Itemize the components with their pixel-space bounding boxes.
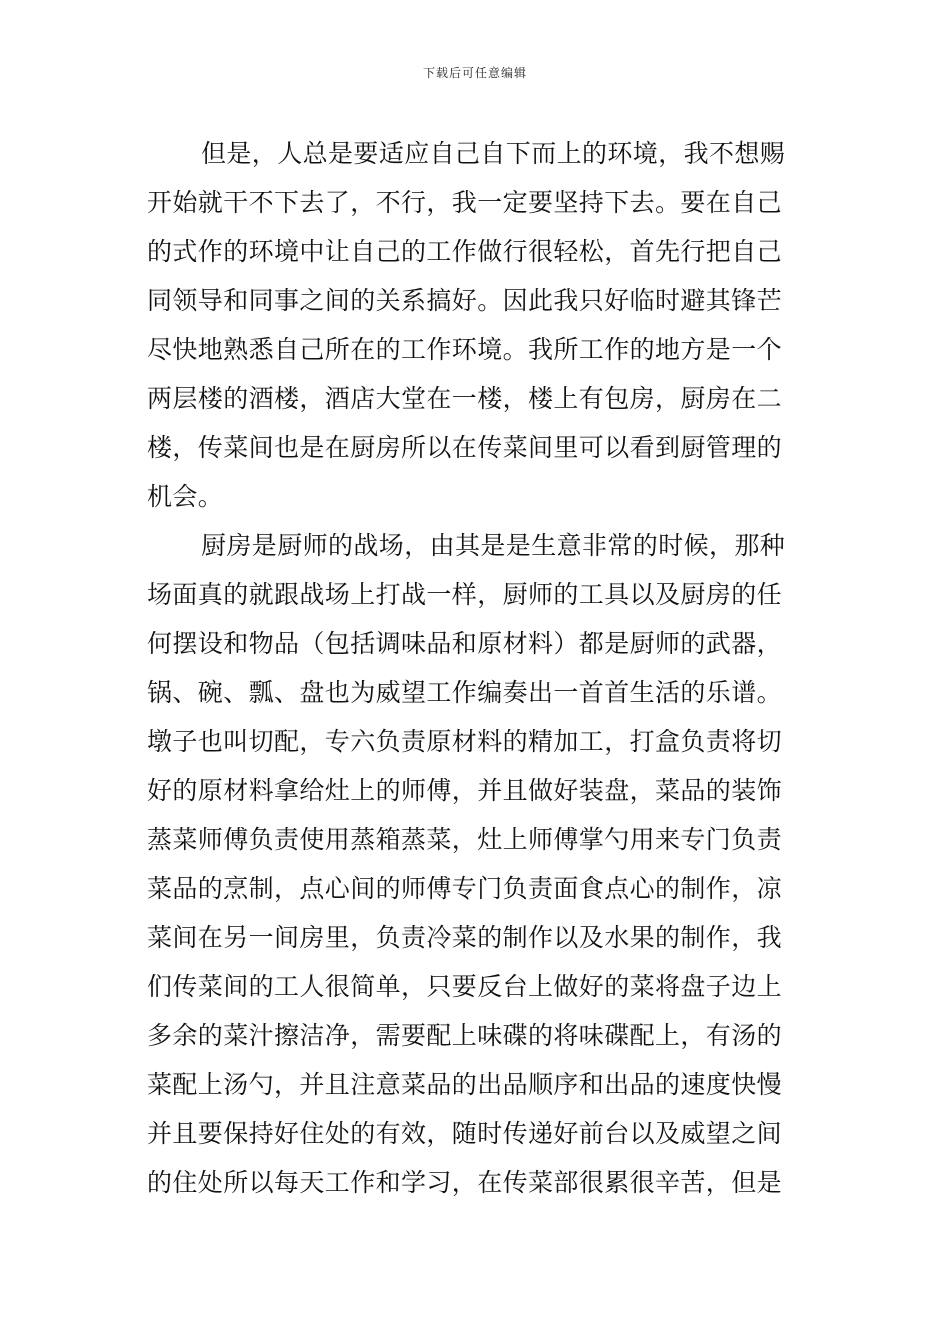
text-line: 机会。 [147, 482, 224, 511]
paragraph-1 [147, 129, 807, 521]
text-line: 菜配上汤勺，并且注意菜品的出品顺序和出品的速度快慢 [147, 1070, 783, 1099]
text-line: 并且要保持好住处的有效，随时传递好前台以及威望之间 [147, 1119, 783, 1148]
text-line: 菜品的烹制，点心间的师傅专门负责面食点心的制作，凉 [147, 874, 783, 903]
text-line: 尽快地熟悉自己所在的工作环境。我所工作的地方是一个 [147, 335, 783, 364]
text-line: 好的原材料拿给灶上的师傅，并且做好装盘，菜品的装饰 [147, 776, 783, 805]
text-line: 多余的菜汁擦洁净，需要配上味碟的将味碟配上，有汤的 [147, 1021, 783, 1050]
text-line: 墩子也叫切配，专六负责原材料的精加工，打盒负责将切 [147, 727, 783, 756]
text-line: 开始就干不下去了，不行，我一定要坚持下去。要在自己 [147, 188, 783, 217]
text-line: 们传菜间的工人很简单，只要反台上做好的菜将盘子边上 [147, 972, 783, 1001]
paragraph-2 [147, 521, 807, 1207]
text-line: 两层楼的酒楼，酒店大堂在一楼，楼上有包房，厨房在二 [147, 384, 783, 413]
text-line: 厨房是厨师的战场，由其是是生意非常的时候，那种 [201, 531, 786, 560]
text-line: 的住处所以每天工作和学习，在传菜部很累很辛苦，但是 [147, 1168, 783, 1197]
text-line: 同领导和同事之间的关系搞好。因此我只好临时避其锋芒 [147, 286, 783, 315]
text-line: 楼，传菜间也是在厨房所以在传菜间里可以看到厨管理的 [147, 433, 783, 462]
text-line: 蒸菜师傅负责使用蒸箱蒸菜，灶上师傅掌勺用来专门负责 [147, 825, 783, 854]
text-line: 菜间在另一间房里，负责冷菜的制作以及水果的制作，我 [147, 923, 783, 952]
text-line: 场面真的就跟战场上打战一样，厨师的工具以及厨房的任 [147, 580, 783, 609]
text-line: 何摆设和物品（包括调味品和原材料）都是厨师的武器， [147, 629, 783, 658]
text-line: 锅、碗、瓢、盘也为威望工作编奏出一首首生活的乐谱。 [147, 678, 783, 707]
document-body [147, 129, 807, 1207]
text-line: 但是，人总是要适应自己自下而上的环境，我不想赐 [201, 139, 786, 168]
page-header: 下载后可任意编辑 [422, 66, 527, 80]
text-line: 的式作的环境中让自己的工作做行很轻松，首先行把自己 [147, 237, 783, 266]
